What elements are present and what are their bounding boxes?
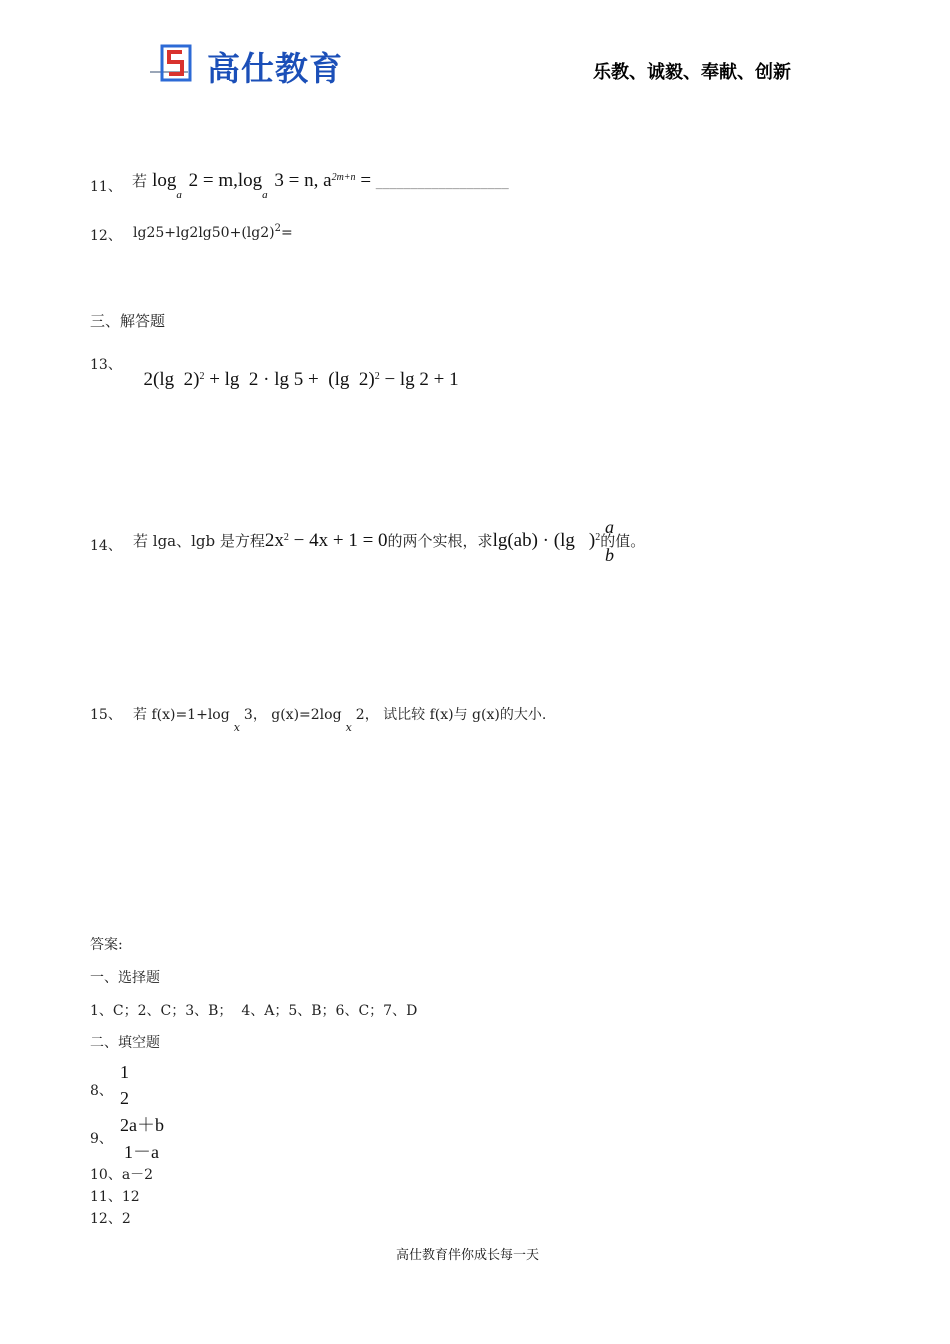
q12-content: [133, 225, 293, 241]
q12-body: lg25+lg2lg50+(lg2): [133, 225, 275, 241]
q14-content: [133, 530, 645, 552]
answers-title: 答案:: [90, 937, 123, 953]
q14-expr: lg(ab) · (lg: [492, 530, 575, 551]
answers-section-1: 一、选择题: [90, 970, 160, 986]
answer-8-denominator: 2: [120, 1088, 129, 1108]
q13-content: [134, 347, 459, 391]
q11-number: 11、: [90, 179, 122, 195]
q13-number: 13、: [90, 357, 122, 373]
q13-sup2: 2: [374, 371, 380, 382]
q12-number: 12、: [90, 228, 122, 244]
answers-choice-list: 1、C；2、C；3、B； 4、A；5、B；6、C；7、D: [90, 1003, 418, 1019]
q12-sup: 2: [274, 223, 281, 234]
brand-name: 高仕教育: [207, 49, 343, 88]
q11-blank: ___________________: [375, 174, 509, 190]
q14-number: 14、: [90, 538, 122, 554]
q14-sup: 2: [283, 532, 289, 543]
q13-expr3: − lg 2 + 1: [379, 369, 459, 390]
q12-eq: =: [280, 225, 293, 241]
q11-base2: a: [262, 189, 268, 201]
q14-fraction-denominator: b: [605, 545, 614, 565]
q11-exp: 2m+n: [331, 172, 356, 183]
q11-content: [132, 170, 509, 201]
page-footer: 高仕教育伴你成长每一天: [396, 1248, 540, 1263]
answer-9-denominator: 1－a: [124, 1142, 159, 1162]
q14-pre: 若 lga、lgb 是方程: [133, 532, 265, 550]
answers-section-2: 二、填空题: [90, 1035, 160, 1051]
q11-base1: a: [176, 189, 182, 201]
q11-log2: log: [237, 170, 263, 191]
q14-close: ): [588, 530, 596, 551]
q11-rest2: 3 = n, a: [269, 170, 332, 191]
q14-post: 的值。: [600, 532, 646, 550]
q15-mid: 3， g(x)=2log: [243, 707, 342, 723]
answer-12: 12、2: [90, 1211, 131, 1227]
answer-9-number: 9、: [90, 1131, 113, 1147]
q15-pre: 若 f(x)=1+log: [133, 707, 230, 723]
q11-pre: 若: [132, 172, 148, 190]
answer-10: 10、a－2: [90, 1167, 154, 1183]
q11-rest1: 2 = m,: [183, 170, 238, 191]
q13-expr2: + lg 2 · lg 5 + (lg 2): [204, 369, 375, 390]
answer-8-numerator: 1: [120, 1062, 129, 1082]
answer-9-numerator: 2a＋b: [120, 1115, 164, 1135]
q14-eq2: − 4x + 1 = 0: [288, 530, 388, 551]
q15-base2: x: [345, 721, 352, 734]
q14-mid: 的两个实根，求: [387, 532, 493, 550]
section-3-title: 三、解答题: [90, 312, 166, 330]
q14-sup2: 2: [595, 532, 601, 543]
q11-log1: log: [152, 170, 177, 191]
motto: 乐教、诚毅、奉献、创新: [593, 62, 791, 83]
brand-logo-icon: [148, 44, 204, 84]
q15-number: 15、: [90, 707, 122, 723]
q15-post: 2， 试比较 f(x)与 g(x)的大小.: [355, 707, 547, 723]
q14-fraction-numerator: a: [605, 517, 614, 537]
answer-8-number: 8、: [90, 1083, 113, 1099]
q15-content: [133, 704, 547, 734]
q13-sup1: 2: [199, 371, 205, 382]
q15-base1: x: [233, 721, 240, 734]
q11-eq: =: [355, 170, 376, 191]
q14-eq: 2x: [264, 530, 284, 551]
answer-11: 11、12: [90, 1189, 140, 1205]
q13-expr1: 2(lg 2): [143, 369, 200, 390]
